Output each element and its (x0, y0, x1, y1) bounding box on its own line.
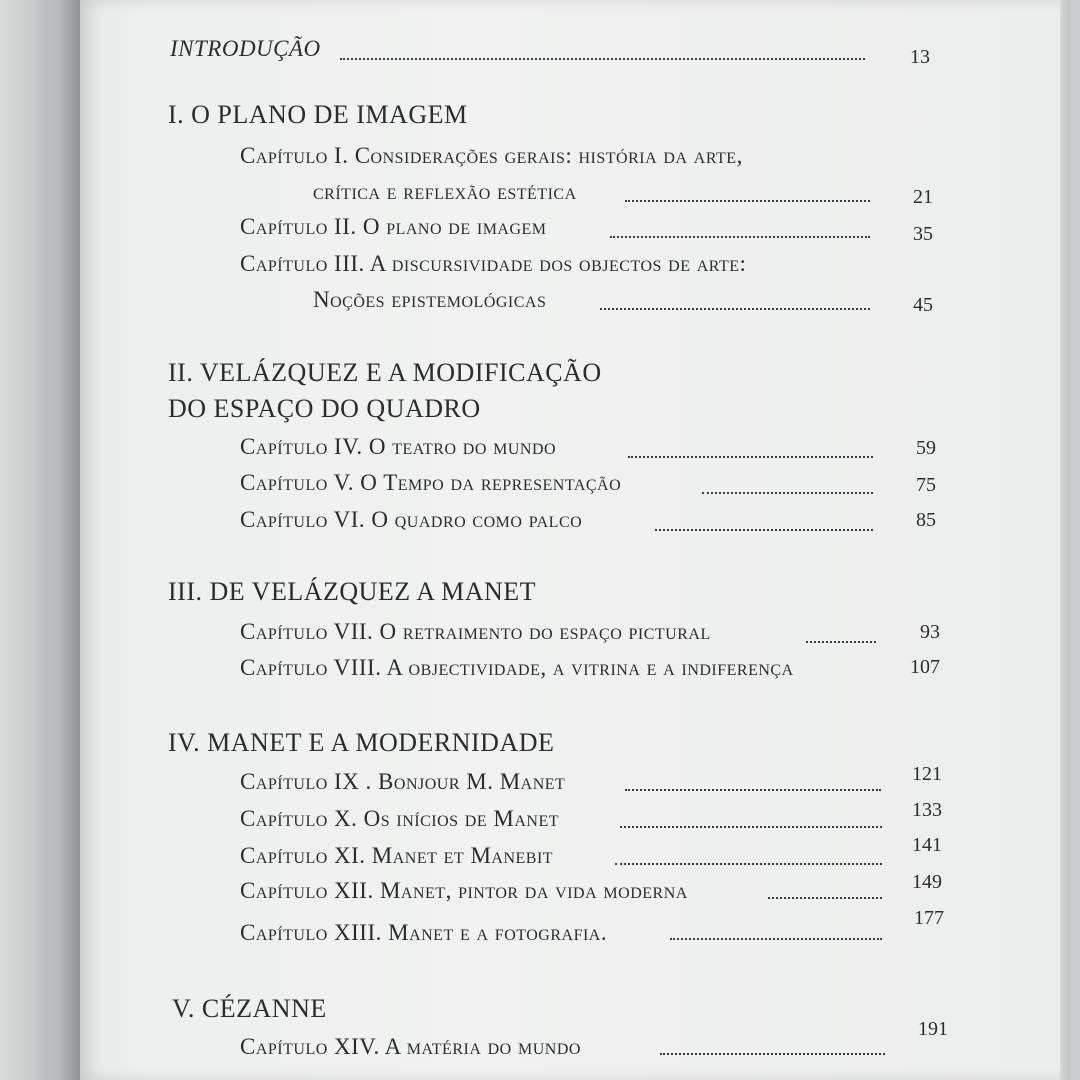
toc-leader-dots (768, 897, 882, 899)
chapter-12-page: 149 (912, 871, 942, 893)
part-4-title: IV. MANET E A MODERNIDADE (168, 728, 555, 757)
chapter-3-page: 45 (913, 294, 933, 316)
chapter-13-page: 177 (914, 907, 944, 929)
page-edge (1060, 0, 1070, 1080)
toc-leader-dots (625, 200, 870, 202)
chapter-7-page: 93 (920, 621, 940, 643)
chapter-8-title: Capítulo VIII. A objectividade, a vitrina e a indiferença (240, 655, 794, 680)
chapter-2-page: 35 (913, 223, 933, 245)
chapter-4-title: Capítulo IV. O teatro do mundo (240, 434, 557, 459)
chapter-7-title: Capítulo VII. O retraimento do espaço pictural (240, 619, 711, 644)
toc-leader-dots (655, 529, 873, 531)
chapter-2-title: Capítulo II. O plano de imagem (240, 214, 547, 239)
toc-leader-dots (615, 863, 882, 865)
part-2-title-line-2: DO ESPAÇO DO QUADRO (168, 394, 481, 423)
chapter-4-page: 59 (916, 437, 936, 459)
toc-leader-dots (620, 826, 882, 828)
chapter-9-title: Capítulo IX . Bonjour M. Manet (240, 769, 566, 794)
chapter-1-line-1: Capítulo I. Considerações gerais: história da arte, (240, 143, 743, 168)
chapter-14-page: 191 (918, 1018, 948, 1040)
chapter-10-title: Capítulo X. Os inícios de Manet (240, 806, 559, 831)
toc-intro-page: 13 (910, 46, 930, 68)
chapter-1-page: 21 (913, 186, 933, 208)
chapter-6-title: Capítulo VI. O quadro como palco (240, 507, 583, 532)
part-2-title-line-1: II. VELÁZQUEZ E A MODIFICAÇÃO (168, 358, 602, 387)
chapter-6-page: 85 (916, 509, 936, 531)
part-1-title: I. O PLANO DE IMAGEM (168, 100, 468, 129)
toc-leader-dots (610, 236, 870, 238)
chapter-10-page: 133 (912, 799, 942, 821)
chapter-1-line-2: crítica e reflexão estética (313, 179, 577, 204)
toc-leader-dots (625, 789, 881, 791)
toc-intro-label: INTRODUÇÃO (170, 36, 321, 61)
toc-leader-dots (806, 641, 876, 643)
chapter-13-title: Capítulo XIII. Manet e a fotografia. (240, 920, 608, 945)
chapter-11-title: Capítulo XI. Manet et Manebit (240, 843, 554, 868)
chapter-14-title: Capítulo XIV. A matéria do mundo (240, 1034, 581, 1059)
chapter-11-page: 141 (912, 834, 942, 856)
chapter-5-page: 75 (916, 474, 936, 496)
book-spine-shadow (0, 0, 80, 1080)
toc-leader-dots (702, 492, 873, 494)
chapter-3-line-1: Capítulo III. A discursividade dos objectos de arte: (240, 251, 747, 276)
chapter-8-page: 107 (910, 656, 940, 678)
chapter-12-title: Capítulo XII. Manet, pintor da vida moderna (240, 878, 688, 903)
chapter-3-line-2: Noções epistemológicas (313, 287, 547, 312)
toc-leader-dots (660, 1053, 885, 1055)
part-5-title: V. CÉZANNE (172, 994, 327, 1023)
toc-leader-dots (670, 938, 882, 940)
chapter-5-title: Capítulo V. O Tempo da representação (240, 470, 622, 495)
chapter-9-page: 121 (912, 763, 942, 785)
toc-leader-dots (340, 58, 865, 60)
toc-leader-dots (628, 456, 873, 458)
toc-leader-dots (600, 308, 870, 310)
part-3-title: III. DE VELÁZQUEZ A MANET (168, 577, 537, 606)
